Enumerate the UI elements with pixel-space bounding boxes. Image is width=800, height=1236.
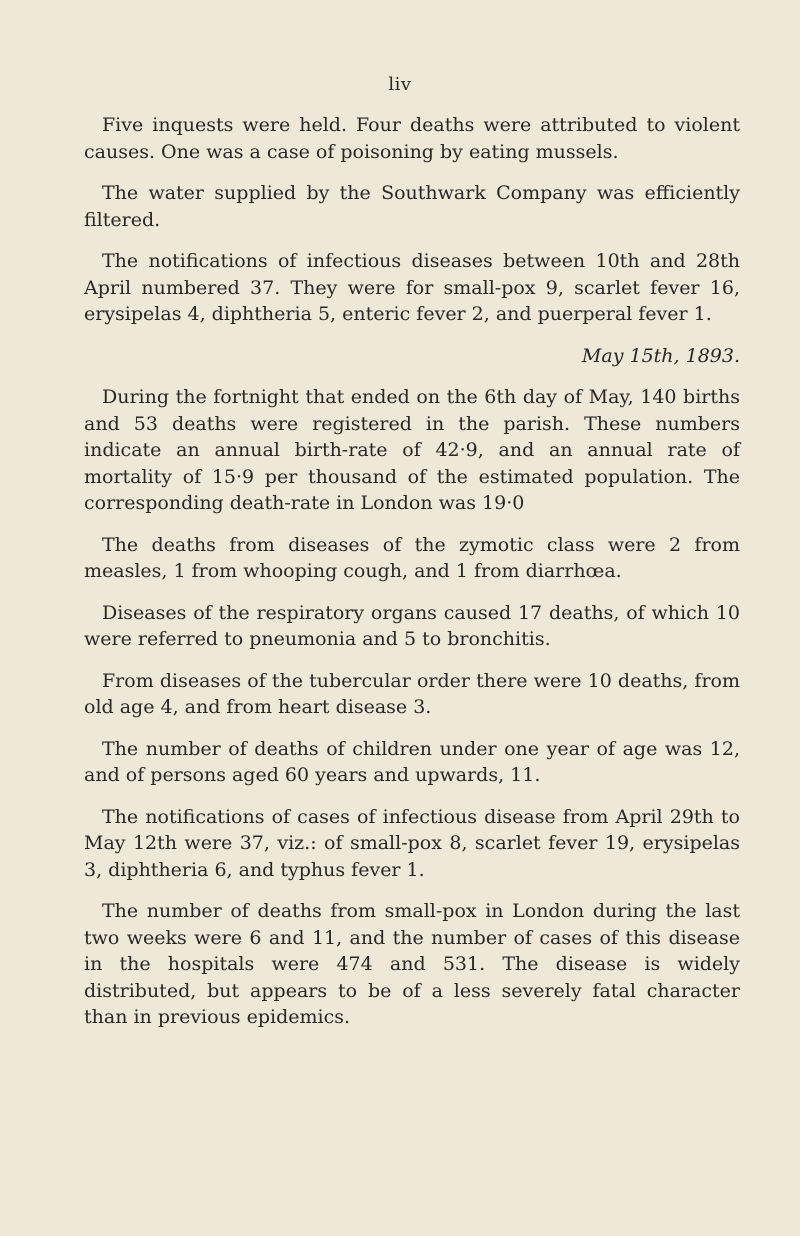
paragraph-respiratory: Diseases of the respiratory organs caused 17 deaths, of which 10 were referred to pneumonia and 5 to bronchitis. (84, 601, 740, 650)
paragraph-children-deaths: The number of deaths of children under one year of age was 12, and of persons aged 60 years and upwards, 11. (84, 737, 740, 786)
dateline: May 15th, 1893. (581, 344, 740, 367)
paragraph-notifications-may: The notifications of cases of infectious disease from April 29th to May 12th were 37, viz.: of small-pox 8, scarlet fever 19, erysipelas 3, diphtheria 6, and typhus fever 1. (84, 805, 740, 881)
paragraph-notifications-april: The notifications of infectious diseases between 10th and 28th April numbered 37. They were for small-pox 9, scarlet fever 16, erysipelas 4, diphtheria 5, enteric fever 2, and puerperal fever 1. (84, 250, 740, 325)
paragraph-water-supply: The water supplied by the Southwark Company was efficiently filtered. (84, 182, 740, 231)
paragraph-small-pox-london: The number of deaths from small-pox in London during the last two weeks were 6 and 11, and the number of cases of this disease in the hospitals were 474 and 531. The disease is widely distributed, but appears to be of a less severely fatal character than in previous epidemics. (84, 900, 740, 1028)
paragraph-tubercular: From diseases of the tubercular order there were 10 deaths, from old age 4, and from heart disease 3. (84, 669, 740, 718)
paragraph-zymotic: The deaths from diseases of the zymotic class were 2 from measles, 1 from whooping cough, and 1 from diarrhœa. (84, 533, 740, 582)
body-text (84, 112, 740, 1046)
paragraph-inquests: Five inquests were held. Four deaths were attributed to violent causes. One was a case of poisoning by eating mussels. (84, 114, 740, 163)
paragraph-births-deaths: During the fortnight that ended on the 6th day of May, 140 births and 53 deaths were registered in the parish. These numbers indicate an annual birth-rate of 42·9, and an annual rate of mortality of 15·9 per thousand of the estimated population. The corresponding death-rate in London was 19·0 (84, 386, 740, 514)
page-number: liv (388, 74, 412, 95)
